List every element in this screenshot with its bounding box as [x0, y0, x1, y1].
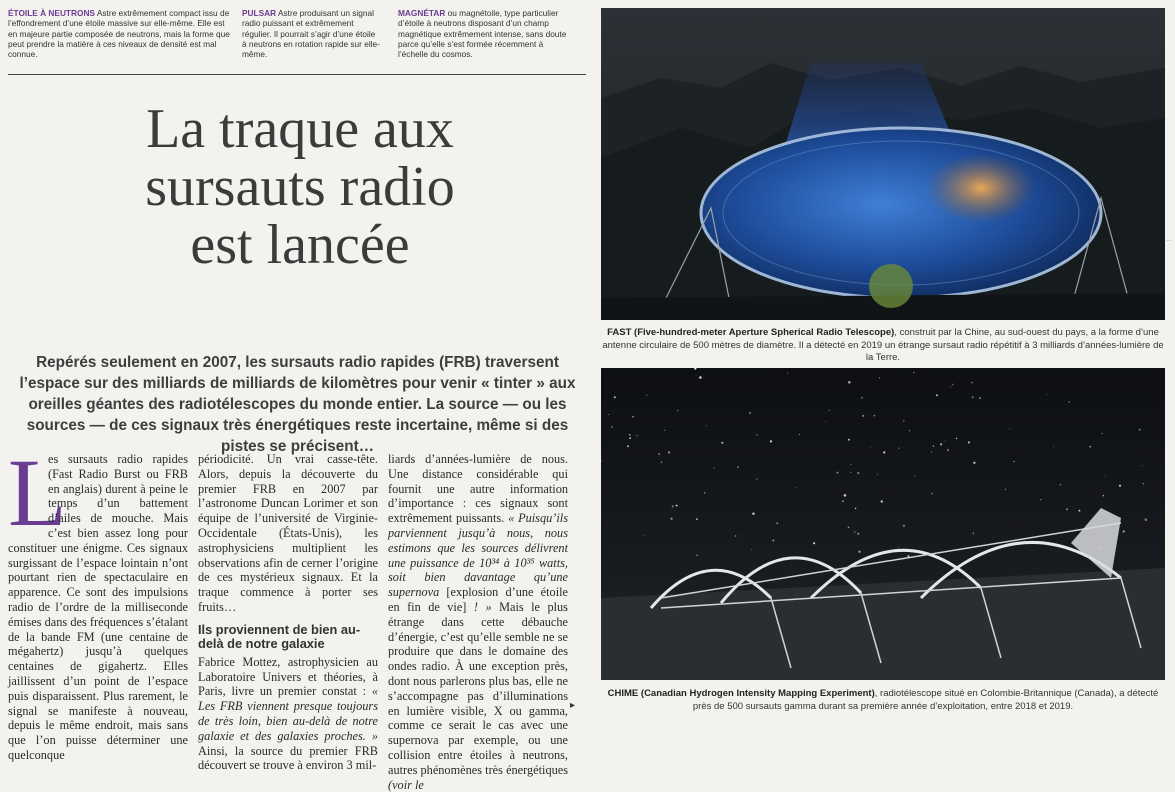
- fast-photo-caption: [601, 327, 1165, 365]
- headline-line: est lancée: [190, 214, 410, 276]
- star: [973, 462, 975, 464]
- star: [862, 415, 864, 417]
- star: [903, 420, 904, 421]
- star: [950, 386, 951, 387]
- star: [1089, 446, 1091, 448]
- star: [1046, 393, 1047, 394]
- star: [1053, 446, 1054, 447]
- star: [1101, 433, 1102, 434]
- lead-paragraph: Repérés seulement en 2007, les sursauts radio rapides (FRB) traversent l’espace sur des milliards de milliards de kilomètres pour venir « tinter » aux oreilles géantes des radiotélescopes du monde entier. La source — ou les sources — de ces signaux très énergétiques reste incertaine, même si des pistes se précisent…: [19, 354, 576, 455]
- star: [874, 415, 876, 417]
- star: [756, 479, 757, 480]
- star: [1105, 476, 1106, 477]
- star: [857, 472, 859, 474]
- star: [611, 426, 613, 428]
- star: [696, 518, 698, 520]
- caption-title: CHIME (Canadian Hydrogen Intensity Mapping Experiment): [607, 688, 875, 699]
- star: [931, 451, 932, 452]
- headline-line: La traque aux: [146, 98, 454, 160]
- star: [1040, 499, 1041, 500]
- star: [664, 430, 665, 431]
- star: [848, 439, 850, 441]
- star: [909, 430, 910, 431]
- star: [636, 435, 637, 436]
- drop-cap: L: [8, 439, 67, 546]
- star: [813, 542, 815, 544]
- continuation-note: (voir le: [388, 777, 424, 792]
- star: [837, 472, 839, 474]
- star: [933, 445, 934, 446]
- quote-end: ! »: [473, 599, 492, 614]
- star: [1060, 484, 1062, 486]
- star: [945, 441, 946, 442]
- quote: « Puisqu’ils parviennent jusqu’à nous, nous estimons que les sources délivrent une puissance de 10³⁴ à 10³⁵ watts, soit bien davantage qu’une supernova: [388, 511, 568, 600]
- glossary-magnetar: [398, 8, 568, 59]
- star: [956, 438, 957, 439]
- star: [608, 414, 609, 415]
- body-text-start: liards d’années-lumière de nous. Une distance considérable qui fournit une autre information d’importance : ces signaux sont extrêmement puissants.: [388, 452, 568, 526]
- star: [879, 377, 880, 378]
- star: [1145, 519, 1147, 521]
- star: [713, 468, 714, 469]
- chime-telescope-photo: [601, 368, 1165, 680]
- star: [940, 443, 942, 445]
- body-text: [198, 655, 378, 773]
- star: [861, 397, 863, 399]
- star: [696, 555, 698, 557]
- star: [644, 535, 645, 536]
- body-text: périodicité. Un vrai casse-tête. Alors, depuis la découverte du premier FRB en 2007 par l’astronome Duncan Lorimer et son équipe de l’université de Virginie-Occidentale (États-Unis), les astrophysiciens multiplient les observations afin de cerner l’origine de ces mystérieux signaux. Et la traque commence à porter ses fruits…: [198, 452, 378, 614]
- body-text-end: Mais le plus étrange dans cette débauche d’énergie, c’est qu’elle semble ne se produire que dans le domaine des ondes radio. À une exception près, dont nous parlerons plus bas, elle ne s’accompagne pas d’illuminations en lumière visible, X ou gamma, comme ce serait le cas avec une supernova par exemple, ou une collision entre étoiles à neutrons, autres phénomènes très énergétiques: [388, 599, 568, 777]
- star: [627, 445, 629, 447]
- star: [979, 397, 981, 399]
- photo-credit-mark: |: [1166, 240, 1172, 242]
- star: [858, 551, 860, 553]
- star: [854, 531, 856, 533]
- star: [877, 474, 878, 475]
- caption-text: , radiotélescope situé en Colombie-Britannique (Canada), a détecté près de 500 sursauts gamma durant sa première année d’exploitation, entre 2018 et 2019.: [692, 688, 1159, 712]
- caption-text: , construit par la Chine, au sud-ouest du pays, a la forme d’une antenne circulaire de 500 mètres de diamètre. Il a détecté en 2019 un étrange sursaut radio répétitif à 3 milliards d’années-lumière de la Terre.: [602, 327, 1164, 363]
- star: [1123, 530, 1125, 532]
- star: [857, 533, 859, 535]
- body-text: es sursauts radio rapides (Fast Radio Burst ou FRB en anglais) durent à peine le temps d’un battement d’ailes de mouche. Mais c’est bien assez long pour constituer une énigme. Ces signaux surgissant de l’espace lointain n’ont pourtant rien de spectaculaire en apparence. Ce sont des impulsions radio de l’ordre de la milliseconde émises dans des fréquences s’étalant de la bande FM (une centaine de mégahertz) jusqu’à quelques centaines de gigahertz. Elles jaillissent d’un point de l’espace puis disparaissent. Plus rarement, le signal se manifeste à nouveau, depuis le même endroit, mais sans que l’on puisse déterminer une quelconque: [8, 452, 188, 762]
- star: [629, 434, 630, 435]
- star: [848, 381, 851, 384]
- body-column-2: [198, 452, 378, 773]
- chime-telescope-image: [601, 368, 1165, 680]
- star: [772, 540, 774, 542]
- star: [842, 500, 844, 502]
- star: [855, 508, 856, 509]
- star: [883, 451, 885, 453]
- star: [903, 525, 905, 527]
- glossary-term: MAGNÉTAR: [398, 8, 446, 18]
- star: [1142, 465, 1143, 466]
- star: [776, 522, 778, 524]
- star: [632, 416, 634, 418]
- body-text: [388, 452, 568, 792]
- star: [704, 492, 705, 493]
- star: [870, 446, 871, 447]
- star: [881, 500, 883, 502]
- star: [721, 442, 723, 444]
- star: [668, 451, 671, 454]
- glossary-term: ÉTOILE À NEUTRONS: [8, 8, 95, 18]
- star: [756, 434, 757, 435]
- body-column-3: [388, 452, 568, 792]
- star: [770, 440, 772, 442]
- star: [844, 494, 847, 497]
- fast-telescope-photo: [601, 8, 1165, 320]
- star: [898, 547, 899, 548]
- glossary-text: Astre produisant un signal radio puissant et extrêmement régulier. Il pourrait s’agir d’une étoile à neutrons en rotation rapide sur elle-même.: [242, 8, 380, 60]
- star: [795, 487, 796, 488]
- star: [952, 384, 954, 386]
- star: [670, 517, 672, 519]
- star: [658, 453, 660, 455]
- star: [752, 513, 754, 515]
- star: [647, 395, 648, 396]
- star: [799, 434, 800, 435]
- star: [971, 382, 973, 384]
- headline-line: sursauts radio: [145, 156, 455, 218]
- fast-telescope-image: [601, 8, 1165, 320]
- star: [947, 449, 949, 451]
- glossary-text: Astre extrêmement compact issu de l’effondrement d’une étoile massive sur elle-même. Elle est en majeure partie composée de neutrons, mais la forme que peut prendre la matière à ces niveaux de densité est mal connue.: [8, 8, 230, 60]
- glossary-term: PULSAR: [242, 8, 277, 18]
- star: [672, 505, 674, 507]
- subheading: Ils proviennent de bien au-delà de notre galaxie: [198, 621, 361, 651]
- star: [931, 493, 933, 495]
- star: [914, 475, 915, 476]
- star: [1009, 428, 1010, 429]
- star: [1139, 429, 1141, 431]
- glossary-text: ou magnétoile, type particulier d’étoile à neutrons disposant d’un champ magnétique extrêmement intense, sans doute parce qu’elle s’est formée récemment à l’échelle du cosmos.: [398, 8, 567, 60]
- star: [1079, 510, 1081, 512]
- star: [614, 396, 616, 398]
- star: [696, 375, 697, 376]
- star: [1005, 489, 1006, 490]
- star: [907, 555, 909, 557]
- star: [829, 410, 831, 412]
- star: [825, 422, 826, 423]
- glossary-divider: [8, 74, 586, 75]
- star: [661, 462, 663, 464]
- chime-photo-caption: [601, 688, 1165, 713]
- star: [1066, 508, 1068, 510]
- star: [677, 410, 679, 412]
- star: [851, 464, 852, 465]
- star: [1013, 461, 1014, 462]
- quote: « Les FRB viennent presque toujours de très loin, bien au-delà de notre galaxie et des galaxies proches. »: [198, 684, 378, 743]
- bracket-note: [explosion d’une étoile en fin de vie]: [388, 585, 568, 614]
- star: [1143, 483, 1144, 484]
- star: [706, 425, 707, 426]
- star: [1119, 485, 1121, 487]
- star: [737, 466, 739, 468]
- headline: [60, 100, 540, 274]
- star: [699, 376, 702, 379]
- star: [735, 535, 737, 537]
- star: [968, 441, 970, 443]
- star: [1068, 401, 1069, 402]
- glossary-neutron-star: [8, 8, 230, 59]
- body-column-1: [8, 439, 188, 763]
- caption-title: FAST (Five-hundred-meter Aperture Spherical Radio Telescope): [607, 327, 895, 338]
- star: [972, 396, 974, 398]
- body-text-start: Fabrice Mottez, astrophysicien au Laboratoire Univers et théories, à Paris, livre un premier constat :: [198, 654, 378, 699]
- star: [787, 373, 788, 374]
- star: [848, 526, 850, 528]
- star: [751, 549, 752, 550]
- star: [850, 472, 851, 473]
- star: [676, 505, 678, 507]
- continue-arrow-icon: ▸: [570, 700, 576, 711]
- star: [1103, 495, 1104, 496]
- star: [749, 412, 751, 414]
- body-text-end: Ainsi, la source du premier FRB découvert se trouve à environ 3 mil-: [198, 743, 378, 773]
- star: [898, 448, 899, 449]
- star: [936, 394, 938, 396]
- star: [913, 372, 914, 373]
- star: [629, 437, 631, 439]
- star: [973, 533, 974, 534]
- glossary-pulsar: [242, 8, 382, 59]
